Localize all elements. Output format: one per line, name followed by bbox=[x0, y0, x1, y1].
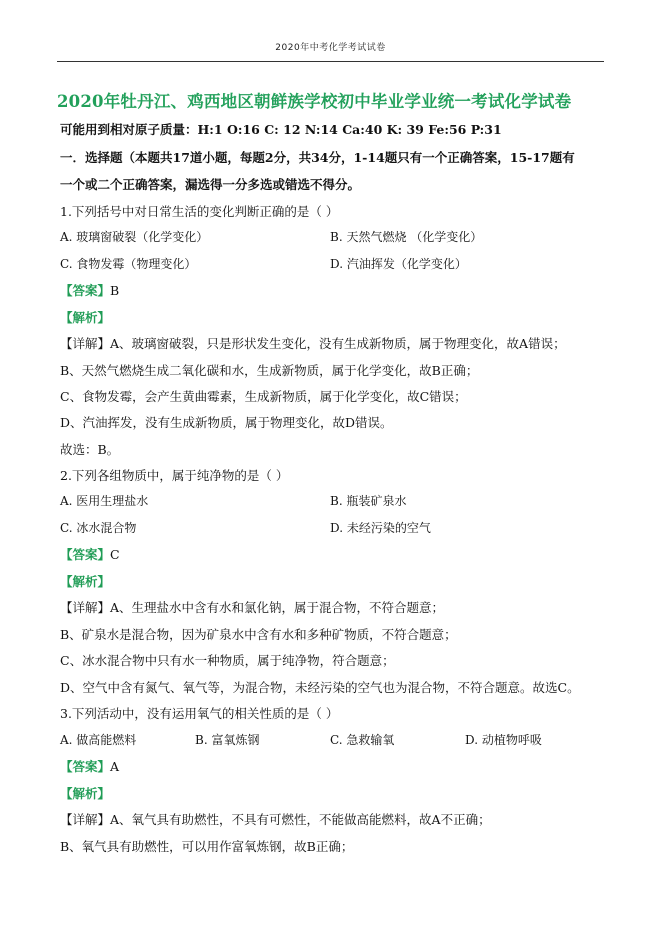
question-2-detail-3: C、冰水混合物中只有水一种物质，属于纯净物，符合题意； bbox=[60, 653, 395, 668]
question-2-option-d: D. 未经污染的空气 bbox=[330, 521, 431, 535]
detail-tag: 【详解】 bbox=[60, 600, 111, 615]
question-1-detail-2: B、天然气燃烧生成二氧化碳和水，生成新物质，属于化学变化，故B正确； bbox=[60, 363, 479, 378]
answer-tag: 【答案】 bbox=[60, 283, 111, 298]
atomic-masses-note: 可能用到相对原子质量：H:1 O:16 C: 12 N:14 Ca:40 K: 39 Fe:56 P:31 bbox=[60, 122, 502, 137]
question-3-stem: 3.下列活动中，没有运用氧气的相关性质的是（ ） bbox=[60, 706, 339, 721]
question-3-option-c: C. 急救输氧 bbox=[330, 733, 395, 747]
question-1-detail-3: C、食物发霉，会产生黄曲霉素，生成新物质，属于化学变化，故C错误； bbox=[60, 389, 467, 404]
question-1-detail-4: D、汽油挥发，没有生成新物质，属于物理变化，故D错误。 bbox=[60, 415, 393, 430]
question-1-analysis-tag: 【解析】 bbox=[60, 310, 111, 325]
question-3-detail-1 bbox=[60, 810, 491, 828]
question-1-conclusion: 故选：B。 bbox=[60, 442, 120, 457]
answer-tag: 【答案】 bbox=[60, 547, 111, 562]
page-header: 2020年中考化学考试试卷 bbox=[275, 43, 386, 53]
detail-text: A、生理盐水中含有水和氯化钠，属于混合物，不符合题意； bbox=[110, 600, 445, 615]
question-3-option-d: D. 动植物呼吸 bbox=[465, 733, 542, 747]
question-2-analysis-tag: 【解析】 bbox=[60, 574, 111, 589]
question-1-option-d: D. 汽油挥发（化学变化） bbox=[330, 257, 467, 271]
question-1-answer bbox=[60, 281, 119, 299]
answer-tag: 【答案】 bbox=[60, 759, 111, 774]
question-1-option-b: B. 天然气燃烧 （化学变化） bbox=[330, 230, 483, 244]
section-heading: 一．选择题（本题共17道小题，每题2分，共34分，1-14题只有一个正确答案，15-17题有 bbox=[60, 150, 575, 165]
question-1-option-c: C. 食物发霉（物理变化） bbox=[60, 257, 197, 271]
answer-value: B bbox=[110, 283, 120, 298]
answer-value: C bbox=[110, 547, 120, 562]
answer-value: A bbox=[110, 759, 120, 774]
question-2-answer bbox=[60, 545, 120, 563]
detail-tag: 【详解】 bbox=[60, 812, 111, 827]
question-2-detail-2: B、矿泉水是混合物，因为矿泉水中含有水和多种矿物质，不符合题意； bbox=[60, 627, 457, 642]
question-3-option-a: A. 做高能燃料 bbox=[60, 733, 137, 747]
question-1-stem: 1.下列括号中对日常生活的变化判断正确的是（ ） bbox=[60, 204, 339, 219]
detail-tag: 【详解】 bbox=[60, 336, 111, 351]
question-3-analysis-tag: 【解析】 bbox=[60, 786, 111, 801]
header-rule bbox=[57, 61, 604, 62]
detail-text: A、玻璃窗破裂，只是形状发生变化，没有生成新物质，属于物理变化，故A错误； bbox=[110, 336, 566, 351]
section-heading-continued: 一个或二个正确答案，漏选得一分多选或错选不得分。 bbox=[60, 177, 361, 192]
detail-text: A、氧气具有助燃性，不具有可燃性，不能做高能燃料，故A不正确； bbox=[110, 812, 491, 827]
question-2-detail-4: D、空气中含有氮气、氧气等，为混合物，未经污染的空气也为混合物，不符合题意。故选C。 bbox=[60, 680, 580, 695]
question-1-option-a: A. 玻璃窗破裂（化学变化） bbox=[60, 230, 209, 244]
question-2-detail-1 bbox=[60, 598, 444, 616]
question-3-answer bbox=[60, 757, 119, 775]
question-3-option-b: B. 富氧炼钢 bbox=[195, 733, 260, 747]
question-2-option-b: B. 瓶装矿泉水 bbox=[330, 494, 407, 508]
document-title: 2020年牡丹江、鸡西地区朝鲜族学校初中毕业学业统一考试化学试卷 bbox=[57, 92, 572, 111]
question-3-detail-2: B、氧气具有助燃性，可以用作富氧炼钢，故B正确； bbox=[60, 839, 354, 854]
question-2-option-a: A. 医用生理盐水 bbox=[60, 494, 149, 508]
question-2-stem: 2.下列各组物质中，属于纯净物的是（ ） bbox=[60, 468, 289, 483]
question-1-detail-1 bbox=[60, 334, 566, 352]
question-2-option-c: C. 冰水混合物 bbox=[60, 521, 137, 535]
